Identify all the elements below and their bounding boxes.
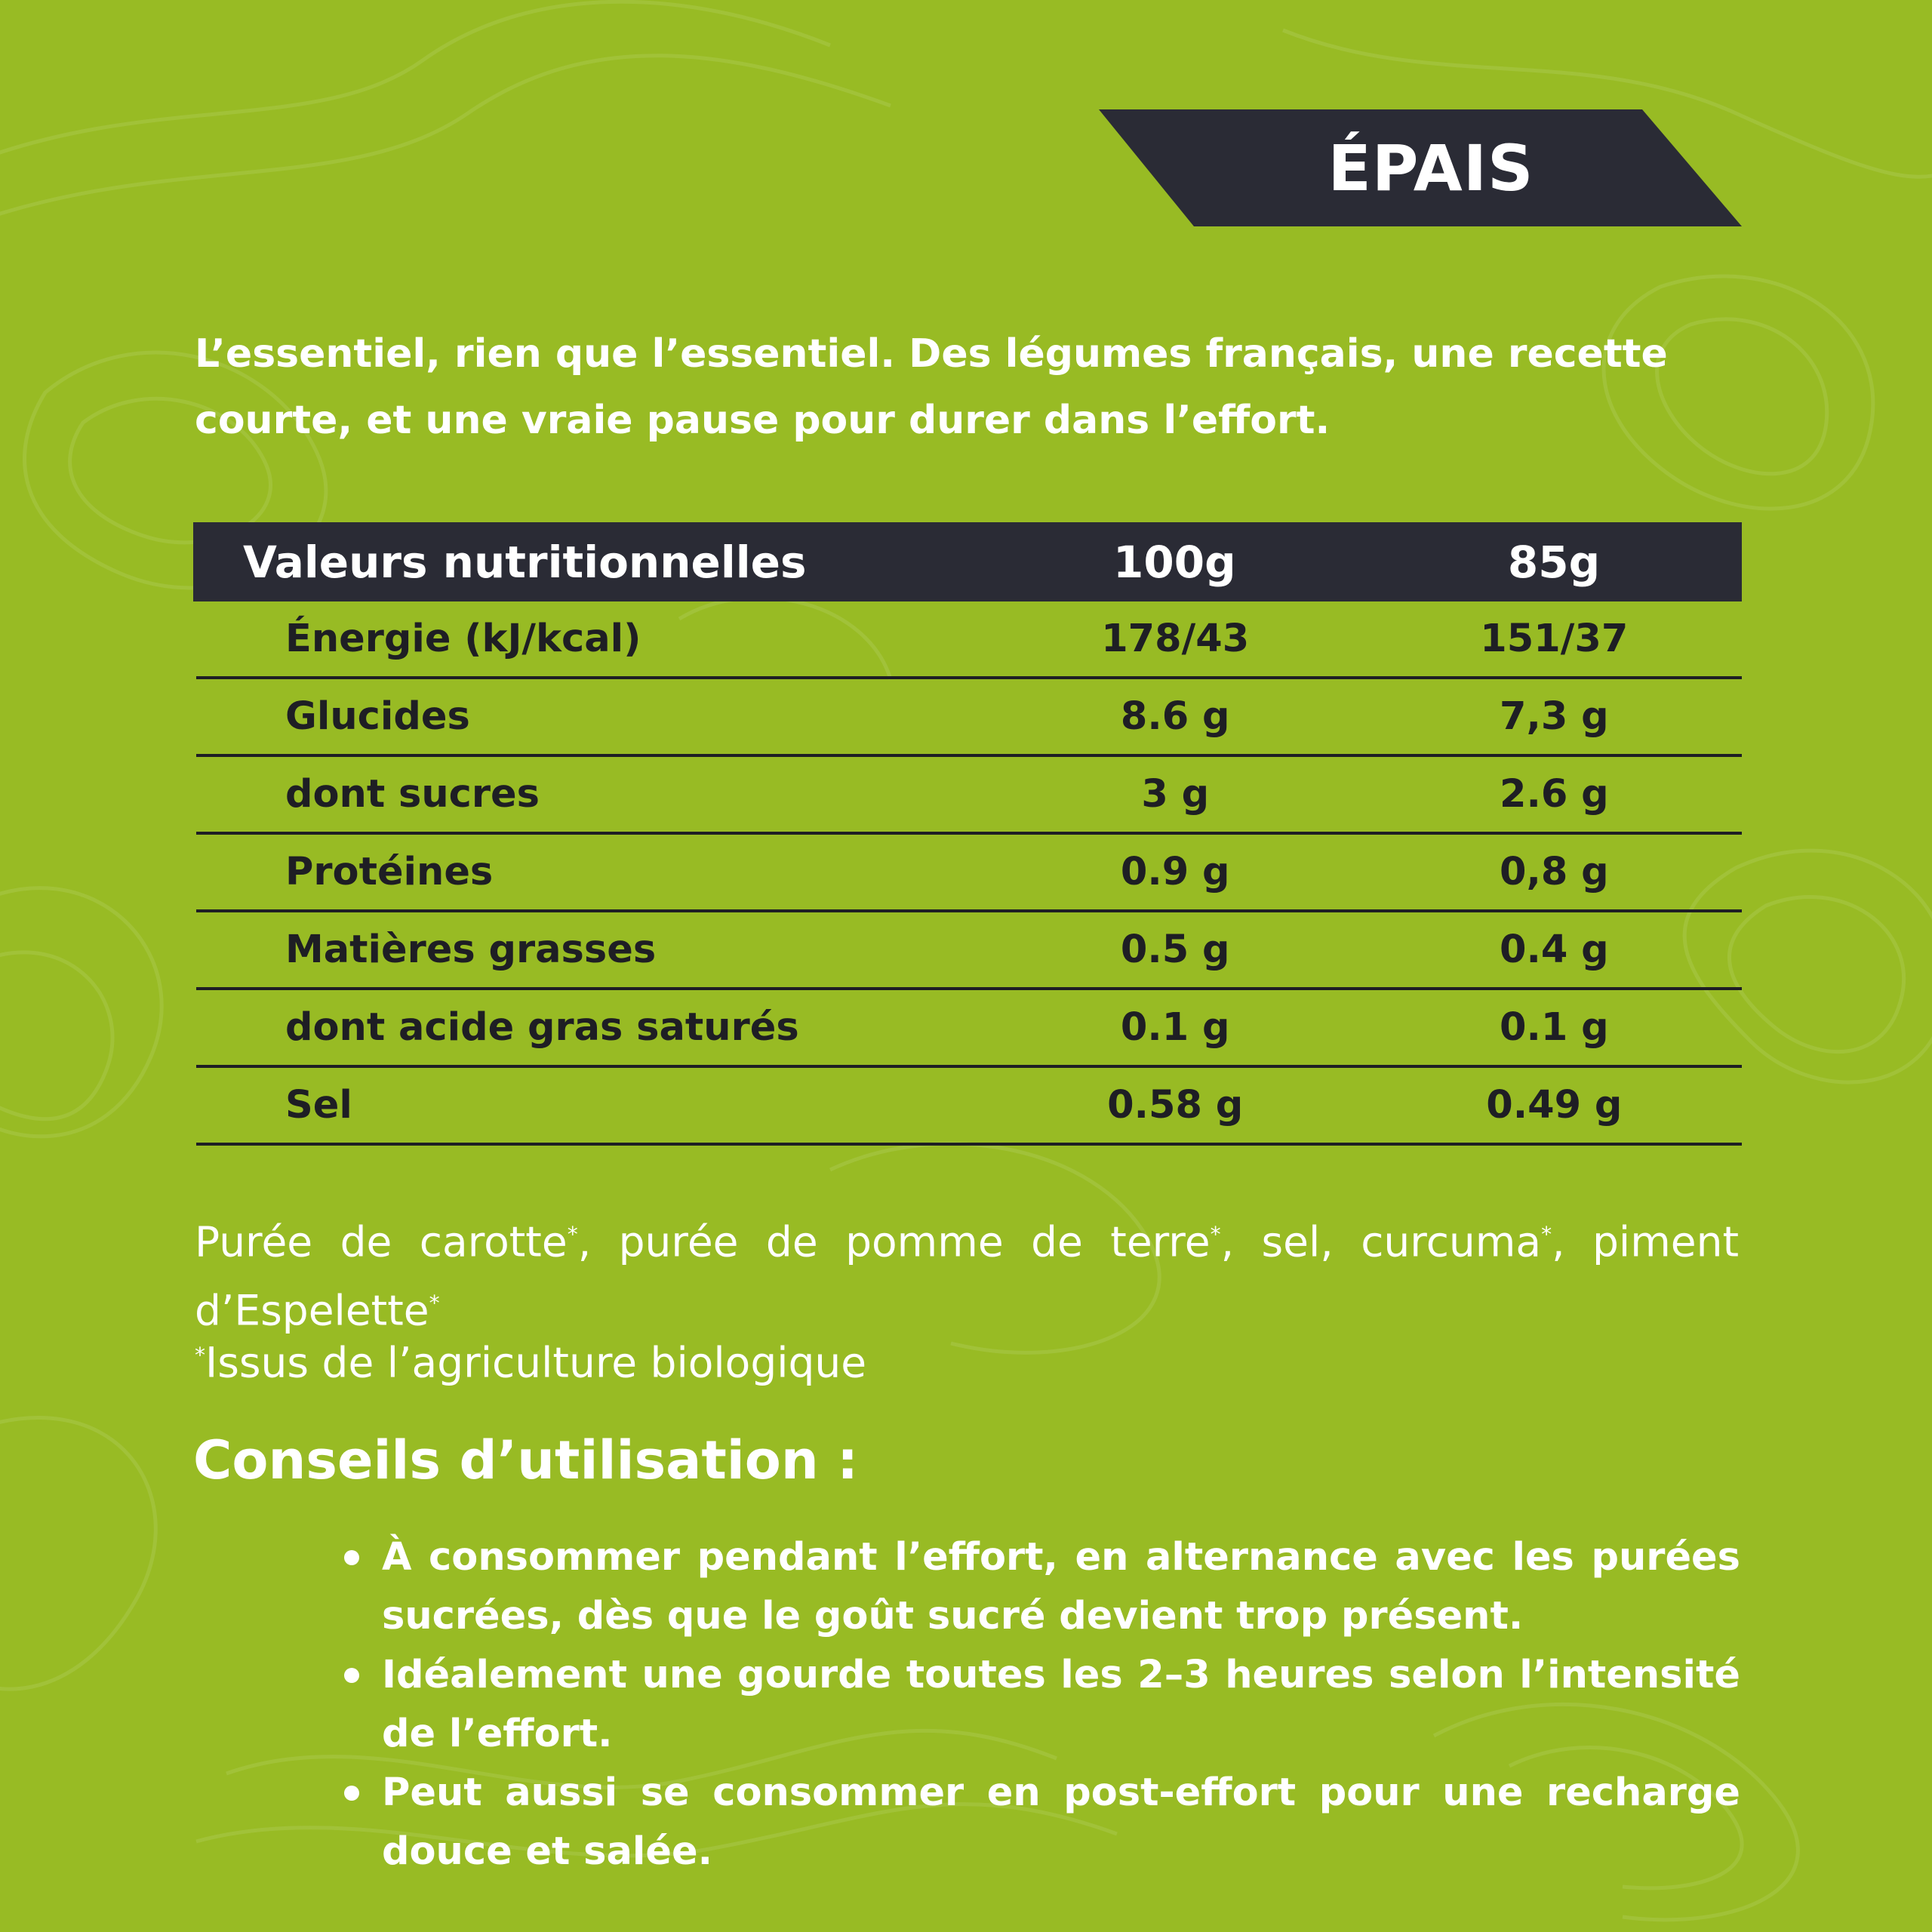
value-100g: 8.6 g (1120, 694, 1230, 739)
value-100g: 178/43 (1101, 617, 1250, 661)
organic-note-text: Issus de l’agriculture biologique (205, 1338, 867, 1387)
advice-text: Peut aussi se consommer en post-effort pour une recharge douce et salée. (382, 1770, 1740, 1874)
nutrient-name: Énergie (kJ/kcal) (285, 617, 641, 661)
organic-star: * (567, 1222, 578, 1247)
value-100g: 0.9 g (1120, 850, 1230, 894)
table-row (196, 990, 1742, 1068)
nutrient-name: Glucides (285, 694, 470, 739)
nutrient-name: Matières grasses (285, 928, 657, 972)
organic-note (195, 1324, 1402, 1393)
organic-star: * (195, 1343, 205, 1367)
value-85g: 0.49 g (1486, 1083, 1623, 1128)
value-100g: 3 g (1141, 772, 1210, 817)
nutrient-name: Sel (285, 1083, 352, 1128)
ingredient-item: curcuma (1361, 1217, 1542, 1266)
texture-label: ÉPAIS (1327, 131, 1534, 205)
texture-badge (1099, 109, 1742, 226)
organic-star: * (1210, 1222, 1221, 1247)
value-85g: 151/37 (1480, 617, 1629, 661)
table-row (196, 679, 1742, 757)
value-85g: 7,3 g (1500, 694, 1609, 739)
value-100g: 0.58 g (1107, 1083, 1244, 1128)
nutrient-name: Protéines (285, 850, 494, 894)
advice-text: Idéalement une gourde toutes les 2–3 heures selon l’intensité de l’effort. (382, 1653, 1740, 1756)
table-row (196, 835, 1742, 912)
usage-advice-list (340, 1528, 1740, 1881)
value-85g: 0.4 g (1500, 928, 1609, 972)
table-row (196, 912, 1742, 990)
nutrition-table (193, 522, 1742, 1146)
bullet-icon (344, 1668, 359, 1683)
bullet-icon (344, 1786, 359, 1801)
usage-advice-title: Conseils d’utilisation : (193, 1429, 859, 1491)
organic-star: * (1541, 1222, 1552, 1247)
list-item (340, 1646, 1740, 1764)
table-row (196, 757, 1742, 835)
ingredients-list: Purée de carotte*, purée de pomme de terre*, sel, curcuma*, piment d’Espelette* (195, 1217, 1740, 1335)
ingredient-item: sel (1261, 1217, 1321, 1266)
header-per-100g: 100g (1113, 536, 1236, 588)
value-85g: 0,8 g (1500, 850, 1609, 894)
list-item (340, 1528, 1740, 1646)
table-row (196, 601, 1742, 679)
header-nutrient: Valeurs nutritionnelles (243, 536, 807, 588)
organic-star: * (429, 1291, 440, 1316)
nutrient-name: dont sucres (285, 772, 540, 817)
list-item (340, 1764, 1740, 1881)
nutrient-name: dont acide gras saturés (285, 1005, 799, 1050)
value-100g: 0.1 g (1120, 1005, 1230, 1050)
intro-text: L’essentiel, rien que l’essentiel. Des légumes français, une recette courte, et une vraie pause pour durer dans l’effort. (195, 331, 1668, 443)
value-85g: 2.6 g (1500, 772, 1609, 817)
advice-text: À consommer pendant l’effort, en alternance avec les purées sucrées, dès que le goût sucré devient trop présent. (382, 1535, 1740, 1638)
header-per-85g: 85g (1507, 536, 1601, 588)
value-100g: 0.5 g (1120, 928, 1230, 972)
bullet-icon (344, 1550, 359, 1565)
nutrition-header-row (193, 522, 1742, 601)
table-row (196, 1068, 1742, 1146)
ingredient-item: purée de pomme de terre (618, 1217, 1211, 1266)
ingredient-item: Purée de carotte (195, 1217, 568, 1266)
value-85g: 0.1 g (1500, 1005, 1609, 1050)
ingredient-item: piment d’Espelette (195, 1217, 1740, 1335)
